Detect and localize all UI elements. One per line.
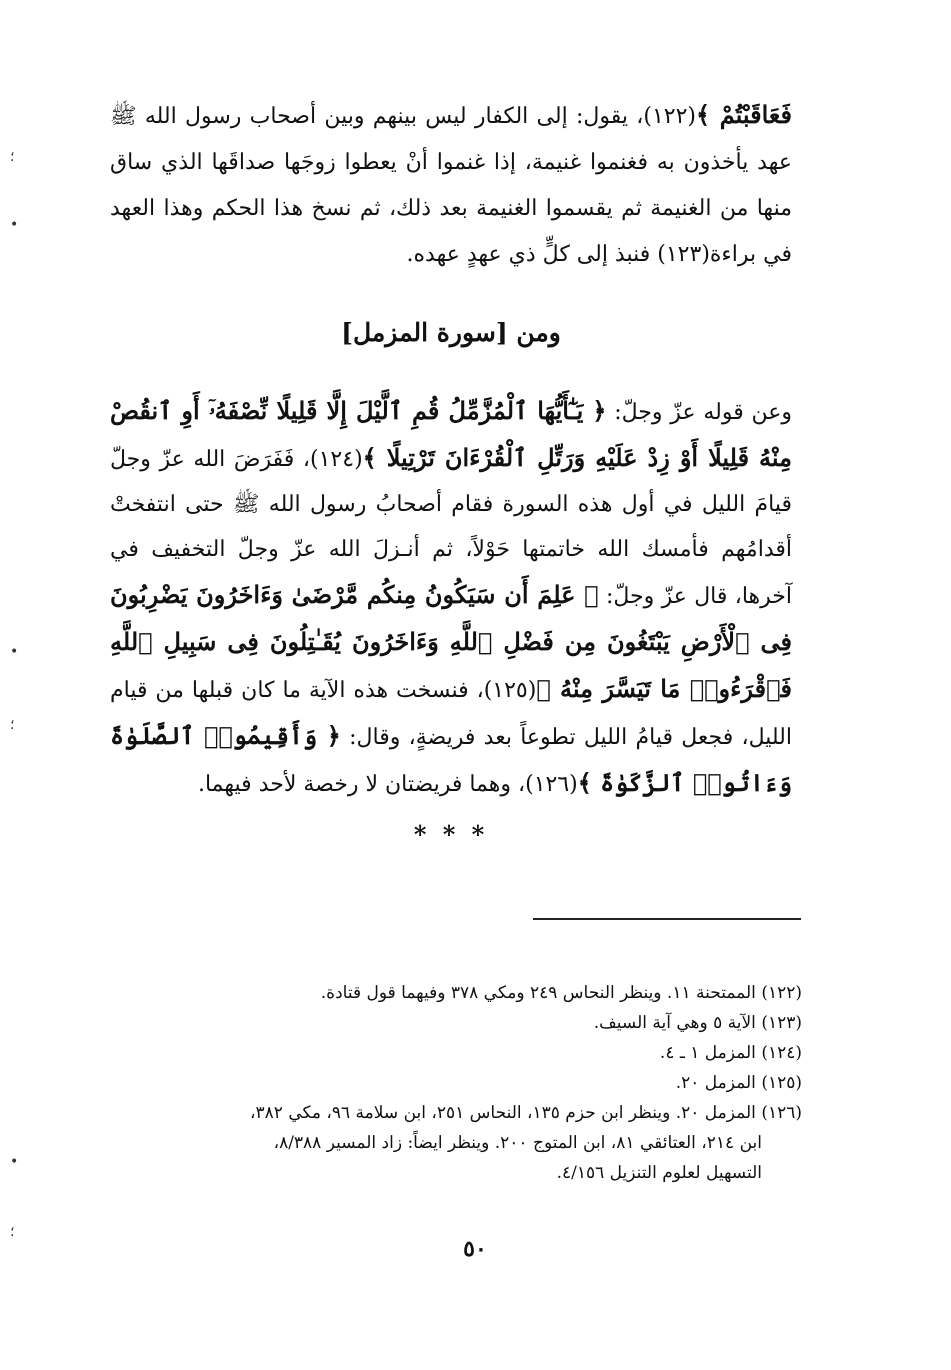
margin-mark: • [10,217,19,233]
footnote-number: (١٢٦) [761,1103,802,1123]
footnote-number: (١٢٥) [761,1073,802,1093]
footnote-text: الممتحنة ١١. وينظر النحاس ٢٤٩ ومكي ٣٧٨ وفيهما قول قتادة. [320,983,756,1003]
section-separator: * * * [413,820,489,849]
section-heading: ومن [سورة المزمل] [341,318,561,347]
paragraph-2 [110,388,792,807]
footnote-number: (١٢٣) [761,1013,802,1033]
footnote-text: المزمل ٢٠. وينظر ابن حزم ١٣٥، النحاس ٢٥١، ابن سلامة ٩٦، مكي ٣٨٢، [250,1103,756,1123]
paragraph-text: (١٢٤)، فَفَرَضَ الله عزّ وجلّ قيامَ الليل في أول هذه السورة فقام أصحابُ رسول الله ﷺ حتى انتفختْ أقدامُهم فأمسك الله خاتمتها حَوْلاً، ثم أنـزلَ الله عزّ وجلّ التخفيف في آخرها، قال عزّ وجلّ: [110,447,792,609]
footnote-item [120,1008,802,1038]
footnote-divider [533,918,801,920]
paragraph-text: (١٢٢)، يقول: إلى الكفار ليس بينهم وبين أصحاب رسول الله ﷺ عهد يأخذون به فغنموا غنيمة، إذا غنموا أنْ يعطوا زوجَها صداقَها الذي ساق منها من الغنيمة ثم يقسموا الغنيمة بعد ذلك، ثم نسخ هذا الحكم وهذا العهد في براءة(١٢٣) فنبذ إلى كلٍّ ذي عهدٍ عهده. [110,104,792,267]
footnote-number: (١٢٤) [761,1043,802,1063]
quran-quote: ﴿ يَـٰٓأَيُّهَا ٱلْمُزَّمِّلُ قُمِ ٱلَّيْلَ إِلَّا قَلِيلًا نِّصْفَهُۥٓ أَوِ ٱنقُصْ مِنْهُ قَلِيلًا أَوْ زِدْ عَلَيْهِ وَرَتِّلِ ٱلْقُرْءَانَ تَرْتِيلًا ﴾ [110,396,792,472]
footnote-item [120,1038,802,1068]
footnote-continuation: التسهيل لعلوم التنزيل ٤/١٥٦. [556,1163,762,1183]
footnote-item [120,978,802,1008]
margin-mark: ؛ [10,717,15,733]
margin-mark: ؛ [10,149,15,165]
margin-mark: ؛ [10,1224,15,1240]
paragraph-1 [110,92,792,278]
quran-quote: ﴿ عَلِمَ أَن سَيَكُونُ مِنكُم مَّرْضَىٰ وَءَاخَرُونَ يَضْرِبُونَ فِى ٱلْأَرْضِ يَبْتَغُونَ مِن فَضْلِ ٱللَّهِ وَءَاخَرُونَ يُقَـٰتِلُونَ فِى سَبِيلِ ٱللَّهِ فَٱقْرَءُوا۟ مَا تَيَسَّرَ مِنْهُ ﴾ [110,580,792,703]
margin-mark: • [10,1154,19,1170]
footnote-number: (١٢٢) [761,983,802,1003]
footnote-item [120,1098,802,1188]
margin-mark: • [10,644,19,660]
footnotes [120,978,802,1188]
paragraph-intro: وعن قوله عزّ وجلّ: [606,400,792,425]
quran-quote: فَعَاقَبْتُمْ ﴾ [696,100,792,129]
footnote-text: المزمل ١ ـ ٤. [659,1043,756,1063]
page-number: ٥٠ [463,1236,487,1262]
quran-quote: ﴿ وَأَقِيمُوا۟ ٱلصَّلَوٰةَ وَءَاتُوا۟ ٱلزَّكَوٰةَ ﴾ [110,721,792,797]
footnote-item [120,1068,802,1098]
footnote-text: الآية ٥ وهي آية السيف. [593,1013,756,1033]
paragraph-text: (١٢٦)، وهما فريضتان لا رخصة لأحد فيهما. [197,772,578,797]
footnote-continuation: ابن ٢١٤، العتائقي ٨١، ابن المتوج ٢٠٠. وينظر ايضاً: زاد المسير ٨/٣٨٨، [273,1133,762,1153]
paragraph-text: (١٢٥)، فنسخت هذه الآية ما كان قبلها من قيام الليل، فجعل قيامُ الليل تطوعاً بعد فريضةٍ، وقال: [110,678,792,750]
footnote-text: المزمل ٢٠. [675,1073,756,1093]
